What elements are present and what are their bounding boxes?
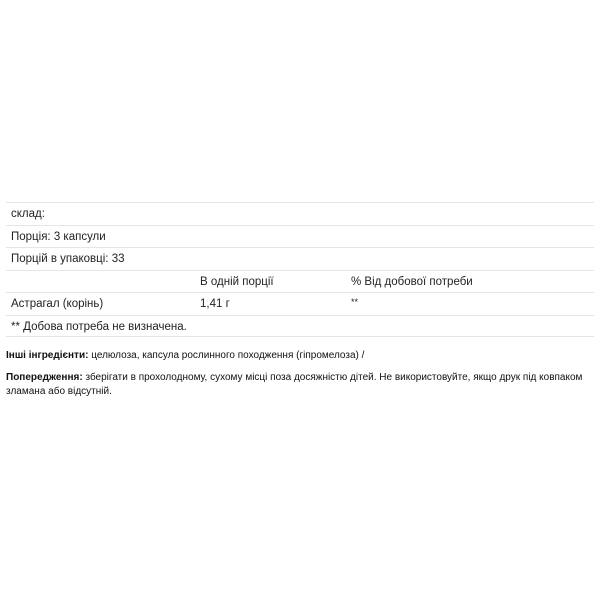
daily-value-header: % Від добової потреби xyxy=(351,275,473,288)
servings-per-container-row xyxy=(6,247,594,270)
ingredient-daily-value: ** xyxy=(351,297,359,307)
warning-text: зберігати в прохолодному, сухому місці поза досяжністю дітей. Не використовуйте, якщо друк під ковпаком зламана або відсутній. xyxy=(6,372,583,397)
supplement-facts-table xyxy=(6,202,594,337)
other-ingredients-note xyxy=(6,349,594,363)
facts-label: склад: xyxy=(11,208,45,220)
column-header-row xyxy=(6,270,594,293)
servings-per-container: Порцій в упаковці: 33 xyxy=(11,253,125,265)
ingredient-amount: 1,41 г xyxy=(200,298,230,310)
footnote-row xyxy=(6,315,594,338)
daily-value-footnote: ** Добова потреба не визначена. xyxy=(11,320,187,333)
ingredient-name: Астрагал (корінь) xyxy=(11,298,104,310)
other-ingredients-text: целюлоза, капсула рослинного походження (гіпромелоза) / xyxy=(91,350,365,361)
warning-note xyxy=(6,371,594,399)
ingredient-row xyxy=(6,292,594,315)
serving-size: Порція: 3 капсули xyxy=(11,230,106,243)
serving-size-row xyxy=(6,225,594,248)
facts-label-row xyxy=(6,202,594,225)
other-ingredients-label: Інші інгредієнти: xyxy=(6,350,89,361)
warning-label: Попередження: xyxy=(6,372,83,383)
per-serving-header: В одній порції xyxy=(200,275,274,288)
